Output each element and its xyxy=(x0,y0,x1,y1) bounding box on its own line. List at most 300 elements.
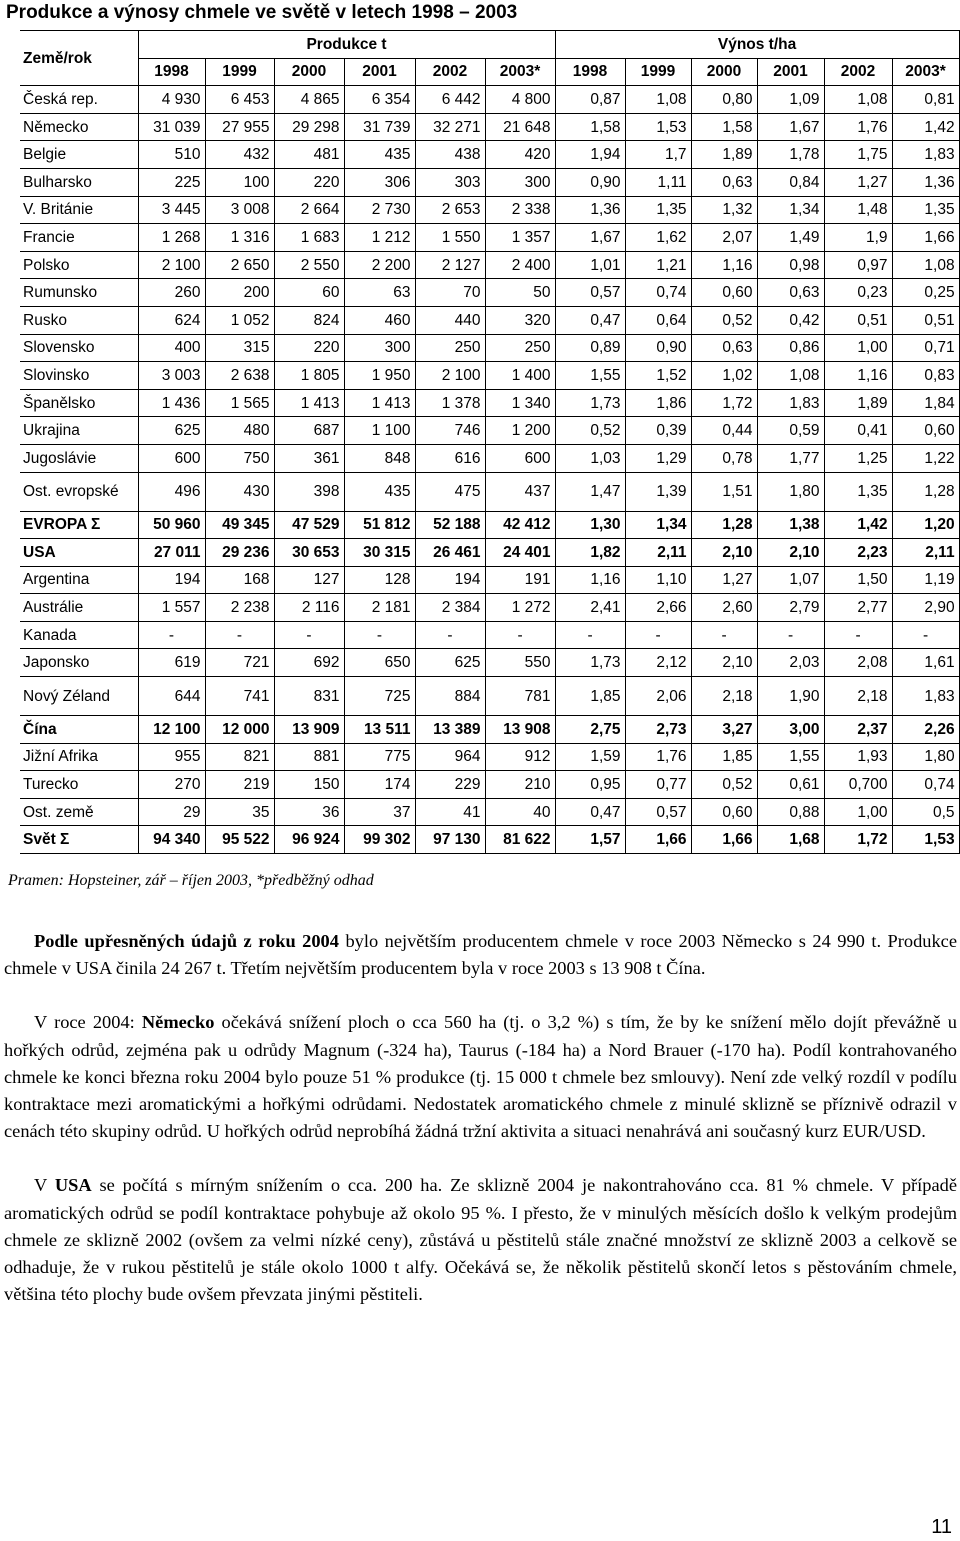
production-cell: 430 xyxy=(205,472,274,511)
yield-cell: 1,16 xyxy=(555,566,625,594)
production-cell: 95 522 xyxy=(205,826,274,854)
yield-cell: 1,80 xyxy=(892,743,959,771)
bold-text: USA xyxy=(54,1175,92,1196)
production-cell: 750 xyxy=(205,444,274,472)
yield-cell: 0,60 xyxy=(691,798,757,826)
production-cell: 24 401 xyxy=(485,539,555,567)
yield-cell: 1,76 xyxy=(824,113,892,141)
yield-cell: 1,90 xyxy=(757,677,824,716)
production-cell: 194 xyxy=(415,566,485,594)
text-run: V roce 2004: xyxy=(34,1012,142,1033)
yield-cell: 1,53 xyxy=(892,826,959,854)
production-cell: 52 188 xyxy=(415,511,485,539)
yield-cell: 1,19 xyxy=(892,566,959,594)
production-cell: 99 302 xyxy=(344,826,415,854)
yield-cell: 1,29 xyxy=(625,444,691,472)
yield-cell: 2,23 xyxy=(824,539,892,567)
yield-cell: 1,80 xyxy=(757,472,824,511)
production-cell: 624 xyxy=(138,306,205,334)
yield-cell: 0,42 xyxy=(757,306,824,334)
yield-cell: 2,11 xyxy=(892,539,959,567)
yield-cell: 1,08 xyxy=(824,86,892,114)
yield-cell: 0,74 xyxy=(625,279,691,307)
table-row xyxy=(20,594,959,622)
production-cell: 127 xyxy=(274,566,344,594)
production-cell: 150 xyxy=(274,771,344,799)
yield-cell: 2,66 xyxy=(625,594,691,622)
table-row xyxy=(20,566,959,594)
production-cell: 1 100 xyxy=(344,417,415,445)
production-cell: 320 xyxy=(485,306,555,334)
yield-cell: 1,53 xyxy=(625,113,691,141)
production-cell: - xyxy=(485,621,555,649)
yield-cell: 1,73 xyxy=(555,389,625,417)
yield-cell: 1,58 xyxy=(555,113,625,141)
table-row xyxy=(20,279,959,307)
production-cell: 4 930 xyxy=(138,86,205,114)
table-row xyxy=(20,677,959,716)
country-cell: Kanada xyxy=(20,621,138,649)
production-cell: 36 xyxy=(274,798,344,826)
production-cell: 1 950 xyxy=(344,362,415,390)
yield-cell: 1,73 xyxy=(555,649,625,677)
production-cell: 1 565 xyxy=(205,389,274,417)
production-cell: 2 200 xyxy=(344,251,415,279)
yield-cell: 0,81 xyxy=(892,86,959,114)
page-title: Produkce a výnosy chmele ve světě v letech 1998 – 2003 xyxy=(6,2,518,23)
production-cell: 1 413 xyxy=(344,389,415,417)
yield-cell: 1,72 xyxy=(824,826,892,854)
production-cell: 2 730 xyxy=(344,196,415,224)
yield-cell: 0,25 xyxy=(892,279,959,307)
production-cell: 6 354 xyxy=(344,86,415,114)
yield-cell: 0,74 xyxy=(892,771,959,799)
yield-cell: 1,20 xyxy=(892,511,959,539)
yield-cell: 1,47 xyxy=(555,472,625,511)
production-cell: 625 xyxy=(138,417,205,445)
yield-cell: 1,55 xyxy=(757,743,824,771)
production-cell: 250 xyxy=(415,334,485,362)
yield-cell: 0,61 xyxy=(757,771,824,799)
production-cell: 824 xyxy=(274,306,344,334)
group-yield: Výnos t/ha xyxy=(555,31,959,59)
production-cell: 361 xyxy=(274,444,344,472)
production-cell: 884 xyxy=(415,677,485,716)
production-cell: 174 xyxy=(344,771,415,799)
country-cell: Čína xyxy=(20,716,138,744)
country-cell: Argentina xyxy=(20,566,138,594)
yield-cell: 1,58 xyxy=(691,113,757,141)
yield-cell: - xyxy=(757,621,824,649)
year-header: 1998 xyxy=(138,58,205,86)
page-number: 11 xyxy=(931,1516,952,1538)
production-cell: 81 622 xyxy=(485,826,555,854)
yield-cell: 1,00 xyxy=(824,334,892,362)
country-cell: Ukrajina xyxy=(20,417,138,445)
production-cell: 200 xyxy=(205,279,274,307)
yield-cell: 1,85 xyxy=(555,677,625,716)
bold-text: Podle upřesněných údajů z roku 2004 xyxy=(34,931,339,951)
year-header: 2002 xyxy=(415,58,485,86)
yield-cell: 0,87 xyxy=(555,86,625,114)
yield-cell: 2,06 xyxy=(625,677,691,716)
yield-cell: 1,16 xyxy=(824,362,892,390)
country-cell: Nový Zéland xyxy=(20,677,138,716)
yield-cell: 1,93 xyxy=(824,743,892,771)
production-cell: 210 xyxy=(485,771,555,799)
yield-cell: 1,38 xyxy=(757,511,824,539)
yield-cell: 0,90 xyxy=(555,168,625,196)
production-cell: 13 909 xyxy=(274,716,344,744)
yield-cell: 0,59 xyxy=(757,417,824,445)
yield-cell: 1,00 xyxy=(824,798,892,826)
group-production: Produkce t xyxy=(138,31,555,59)
country-cell: USA xyxy=(20,539,138,567)
yield-cell: 1,83 xyxy=(892,677,959,716)
yield-cell: 0,52 xyxy=(691,771,757,799)
production-cell: 721 xyxy=(205,649,274,677)
yield-cell: 1,72 xyxy=(691,389,757,417)
yield-cell: 1,84 xyxy=(892,389,959,417)
production-cell: 912 xyxy=(485,743,555,771)
production-cell: 435 xyxy=(344,472,415,511)
table-row xyxy=(20,362,959,390)
table-row xyxy=(20,716,959,744)
yield-cell: 1,39 xyxy=(625,472,691,511)
yield-cell: 1,30 xyxy=(555,511,625,539)
hop-production-table xyxy=(20,30,960,854)
country-cell: Polsko xyxy=(20,251,138,279)
yield-cell: 1,9 xyxy=(824,224,892,252)
production-cell: 27 011 xyxy=(138,539,205,567)
yield-cell: 0,95 xyxy=(555,771,625,799)
paragraph xyxy=(4,928,957,982)
yield-cell: 0,86 xyxy=(757,334,824,362)
production-cell: 550 xyxy=(485,649,555,677)
production-cell: 49 345 xyxy=(205,511,274,539)
yield-cell: 1,36 xyxy=(555,196,625,224)
production-cell: 63 xyxy=(344,279,415,307)
yield-cell: 1,03 xyxy=(555,444,625,472)
production-cell: 29 298 xyxy=(274,113,344,141)
yield-cell: 0,64 xyxy=(625,306,691,334)
table-row xyxy=(20,511,959,539)
yield-cell: 1,52 xyxy=(625,362,691,390)
yield-cell: 1,16 xyxy=(691,251,757,279)
country-cell: Německo xyxy=(20,113,138,141)
production-cell: 600 xyxy=(138,444,205,472)
production-cell: 1 316 xyxy=(205,224,274,252)
yield-cell: 2,26 xyxy=(892,716,959,744)
yield-cell: 1,55 xyxy=(555,362,625,390)
production-cell: 600 xyxy=(485,444,555,472)
production-cell: 225 xyxy=(138,168,205,196)
yield-cell: 1,67 xyxy=(555,224,625,252)
country-cell: Česká rep. xyxy=(20,86,138,114)
yield-cell: 1,02 xyxy=(691,362,757,390)
production-cell: 13 511 xyxy=(344,716,415,744)
yield-cell: 1,82 xyxy=(555,539,625,567)
yield-cell: - xyxy=(555,621,625,649)
production-cell: 100 xyxy=(205,168,274,196)
production-cell: 12 100 xyxy=(138,716,205,744)
yield-cell: 0,52 xyxy=(555,417,625,445)
yield-cell: 0,52 xyxy=(691,306,757,334)
table-row xyxy=(20,334,959,362)
table-row xyxy=(20,389,959,417)
yield-cell: 0,71 xyxy=(892,334,959,362)
production-cell: 2 638 xyxy=(205,362,274,390)
country-cell: Rumunsko xyxy=(20,279,138,307)
production-cell: 741 xyxy=(205,677,274,716)
table-row xyxy=(20,86,959,114)
country-cell: Austrálie xyxy=(20,594,138,622)
yield-cell: 2,18 xyxy=(691,677,757,716)
yield-cell: 0,84 xyxy=(757,168,824,196)
table-body xyxy=(20,86,959,854)
source-note: Pramen: Hopsteiner, zář – říjen 2003, *předběžný odhad xyxy=(8,872,374,889)
yield-cell: 2,90 xyxy=(892,594,959,622)
yield-cell: 1,76 xyxy=(625,743,691,771)
text-run: bylo největším producentem chmele v roce 2003 Německo s 24 990 t. Produkce chmele v USA činila 24 267 t. Třetím největším producentem byla v roce 2003 s 13 908 t Čína. xyxy=(4,931,957,979)
production-cell: 50 xyxy=(485,279,555,307)
production-cell: 315 xyxy=(205,334,274,362)
yield-cell: 0,5 xyxy=(892,798,959,826)
production-cell: 692 xyxy=(274,649,344,677)
yield-cell: 1,57 xyxy=(555,826,625,854)
yield-cell: 2,37 xyxy=(824,716,892,744)
year-header: 1999 xyxy=(205,58,274,86)
production-cell: 70 xyxy=(415,279,485,307)
production-cell: 435 xyxy=(344,141,415,169)
production-cell: 1 357 xyxy=(485,224,555,252)
production-cell: 1 052 xyxy=(205,306,274,334)
yield-cell: 0,44 xyxy=(691,417,757,445)
year-header: 2003* xyxy=(485,58,555,86)
table-row xyxy=(20,444,959,472)
yield-cell: 1,35 xyxy=(892,196,959,224)
table-row xyxy=(20,251,959,279)
production-cell: 32 271 xyxy=(415,113,485,141)
yield-cell: 2,10 xyxy=(691,649,757,677)
yield-cell: 3,27 xyxy=(691,716,757,744)
production-cell: - xyxy=(138,621,205,649)
production-cell: 1 212 xyxy=(344,224,415,252)
table-row xyxy=(20,798,959,826)
production-cell: 13 389 xyxy=(415,716,485,744)
yield-cell: 2,03 xyxy=(757,649,824,677)
production-cell: 3 008 xyxy=(205,196,274,224)
yield-cell: 1,86 xyxy=(625,389,691,417)
yield-cell: 1,66 xyxy=(625,826,691,854)
yield-cell: 0,88 xyxy=(757,798,824,826)
yield-cell: - xyxy=(892,621,959,649)
year-header: 2001 xyxy=(344,58,415,86)
production-cell: 220 xyxy=(274,168,344,196)
production-cell: 1 378 xyxy=(415,389,485,417)
production-cell: 1 272 xyxy=(485,594,555,622)
production-cell: 2 181 xyxy=(344,594,415,622)
production-cell: 300 xyxy=(344,334,415,362)
yield-cell: 1,28 xyxy=(691,511,757,539)
yield-cell: 1,94 xyxy=(555,141,625,169)
production-cell: 41 xyxy=(415,798,485,826)
production-cell: 440 xyxy=(415,306,485,334)
production-cell: 438 xyxy=(415,141,485,169)
yield-cell: 2,18 xyxy=(824,677,892,716)
production-cell: 96 924 xyxy=(274,826,344,854)
yield-cell: 1,27 xyxy=(824,168,892,196)
yield-cell: 1,66 xyxy=(691,826,757,854)
production-cell: 496 xyxy=(138,472,205,511)
yield-cell: 0,89 xyxy=(555,334,625,362)
yield-cell: 1,66 xyxy=(892,224,959,252)
yield-cell: 0,90 xyxy=(625,334,691,362)
yield-cell: 2,12 xyxy=(625,649,691,677)
production-cell: 881 xyxy=(274,743,344,771)
yield-cell: 1,78 xyxy=(757,141,824,169)
country-cell: Francie xyxy=(20,224,138,252)
yield-cell: - xyxy=(691,621,757,649)
production-cell: 2 550 xyxy=(274,251,344,279)
production-cell: 194 xyxy=(138,566,205,594)
yield-cell: 0,77 xyxy=(625,771,691,799)
bold-text: Německo xyxy=(141,1012,215,1033)
production-cell: 1 557 xyxy=(138,594,205,622)
production-cell: 168 xyxy=(205,566,274,594)
production-cell: 821 xyxy=(205,743,274,771)
yield-cell: 0,63 xyxy=(691,334,757,362)
table-row xyxy=(20,743,959,771)
production-cell: - xyxy=(415,621,485,649)
yield-cell: 1,01 xyxy=(555,251,625,279)
production-cell: 2 653 xyxy=(415,196,485,224)
yield-cell: 1,89 xyxy=(691,141,757,169)
yield-cell: 2,75 xyxy=(555,716,625,744)
production-cell: 2 338 xyxy=(485,196,555,224)
production-cell: 60 xyxy=(274,279,344,307)
yield-cell: 0,39 xyxy=(625,417,691,445)
yield-cell: 1,27 xyxy=(691,566,757,594)
yield-cell: 2,08 xyxy=(824,649,892,677)
production-cell: 2 650 xyxy=(205,251,274,279)
country-cell: Španělsko xyxy=(20,389,138,417)
yield-cell: 1,77 xyxy=(757,444,824,472)
production-cell: 460 xyxy=(344,306,415,334)
yield-cell: 1,85 xyxy=(691,743,757,771)
yield-cell: 0,700 xyxy=(824,771,892,799)
text-run: se počítá s mírným snížením o cca. 200 ha. Ze sklizně 2004 je nakontrahováno cca. 81 % chmele. V případě aromatických odrůd se podíl kontraktace pohybuje až okolo 95 %. I přesto, že v minulých měsících došlo k velkým prodejům chmele ze sklizně 2002 (ovšem za velmi nízké ceny), zůstává u pěstitelů stále značné množství ze sklizně 2003 a celkově se odhaduje, že v rukou pěstitelů je stále okolo 1000 t alfy. Očekává se, že několik pěstitelů skončí letos s pěstováním chmele, většina této plochy bude ovšem převzata jinými pěstiteli. xyxy=(4,1175,957,1305)
yield-cell: 1,08 xyxy=(757,362,824,390)
yield-cell: 0,83 xyxy=(892,362,959,390)
production-cell: 1 413 xyxy=(274,389,344,417)
paragraph xyxy=(4,1172,957,1308)
yield-cell: 0,51 xyxy=(892,306,959,334)
yield-cell: 1,25 xyxy=(824,444,892,472)
yield-cell: 1,08 xyxy=(892,251,959,279)
yield-cell: - xyxy=(824,621,892,649)
production-cell: 250 xyxy=(485,334,555,362)
yield-cell: 2,77 xyxy=(824,594,892,622)
table-row xyxy=(20,306,959,334)
production-cell: 31 039 xyxy=(138,113,205,141)
yield-cell: 1,75 xyxy=(824,141,892,169)
table-row xyxy=(20,771,959,799)
year-header: 2003* xyxy=(892,58,959,86)
production-cell: 270 xyxy=(138,771,205,799)
yield-cell: 1,83 xyxy=(757,389,824,417)
yield-cell: 0,41 xyxy=(824,417,892,445)
corner-label: Země/rok xyxy=(20,31,138,86)
yield-cell: 1,22 xyxy=(892,444,959,472)
production-cell: 746 xyxy=(415,417,485,445)
production-cell: 2 116 xyxy=(274,594,344,622)
production-cell: 775 xyxy=(344,743,415,771)
year-header: 2000 xyxy=(274,58,344,86)
production-cell: 1 268 xyxy=(138,224,205,252)
yield-cell: 0,60 xyxy=(892,417,959,445)
production-cell: 831 xyxy=(274,677,344,716)
production-cell: 303 xyxy=(415,168,485,196)
production-cell: 30 653 xyxy=(274,539,344,567)
production-cell: 2 238 xyxy=(205,594,274,622)
yield-cell: 1,34 xyxy=(757,196,824,224)
production-cell: 781 xyxy=(485,677,555,716)
yield-cell: 1,11 xyxy=(625,168,691,196)
yield-cell: 1,42 xyxy=(824,511,892,539)
yield-cell: 1,34 xyxy=(625,511,691,539)
production-cell: 481 xyxy=(274,141,344,169)
production-cell: 300 xyxy=(485,168,555,196)
production-cell: 13 908 xyxy=(485,716,555,744)
production-cell: 97 130 xyxy=(415,826,485,854)
country-cell: Slovinsko xyxy=(20,362,138,390)
production-cell: 27 955 xyxy=(205,113,274,141)
production-cell: 219 xyxy=(205,771,274,799)
yield-cell: 1,49 xyxy=(757,224,824,252)
production-cell: 51 812 xyxy=(344,511,415,539)
production-cell: 260 xyxy=(138,279,205,307)
production-cell: 50 960 xyxy=(138,511,205,539)
production-cell: 2 400 xyxy=(485,251,555,279)
table-row xyxy=(20,826,959,854)
country-cell: Japonsko xyxy=(20,649,138,677)
production-cell: 400 xyxy=(138,334,205,362)
yield-cell: 1,32 xyxy=(691,196,757,224)
yield-cell: 2,10 xyxy=(757,539,824,567)
production-cell: 3 445 xyxy=(138,196,205,224)
country-cell: Ost. země xyxy=(20,798,138,826)
yield-cell: 1,42 xyxy=(892,113,959,141)
production-cell: 650 xyxy=(344,649,415,677)
country-cell: Rusko xyxy=(20,306,138,334)
production-cell: 35 xyxy=(205,798,274,826)
yield-cell: 1,36 xyxy=(892,168,959,196)
year-header: 2001 xyxy=(757,58,824,86)
yield-cell: 2,79 xyxy=(757,594,824,622)
yield-cell: 0,57 xyxy=(555,279,625,307)
yield-cell: 1,61 xyxy=(892,649,959,677)
country-cell: Jižní Afrika xyxy=(20,743,138,771)
production-cell: 437 xyxy=(485,472,555,511)
yield-cell: 1,83 xyxy=(892,141,959,169)
yield-cell: 2,10 xyxy=(691,539,757,567)
production-cell: 1 683 xyxy=(274,224,344,252)
yield-cell: 2,73 xyxy=(625,716,691,744)
production-cell: 2 100 xyxy=(415,362,485,390)
yield-cell: 1,35 xyxy=(824,472,892,511)
yield-cell: 0,57 xyxy=(625,798,691,826)
